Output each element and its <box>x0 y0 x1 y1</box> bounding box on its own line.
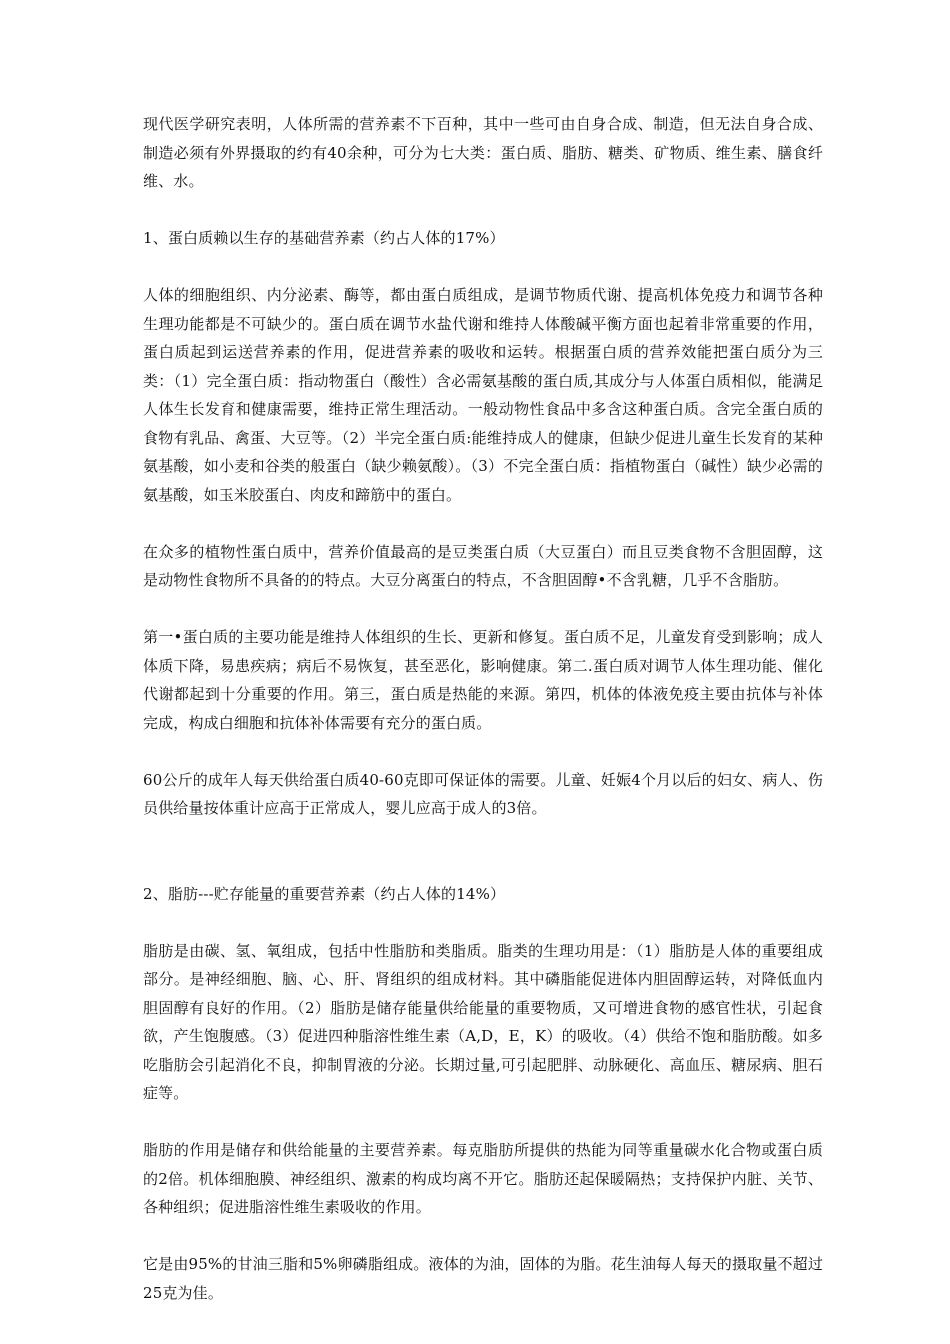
intro-paragraph: 现代医学研究表明，人体所需的营养素不下百种，其中一些可由自身合成、制造，但无法自身合成、制造必须有外界摄取的约有40余种，可分为七大类：蛋白质、脂肪、糖类、矿物质、维生素、膳食纤维、水。 <box>143 115 823 190</box>
protein-paragraph-1: 人体的细胞组织、内分泌素、酶等，都由蛋白质组成，是调节物质代谢、提高机体免疫力和调节各种生理功能都是不可缺少的。蛋白质在调节水盐代谢和维持人体酸碱平衡方面也起着非常重要的作用，蛋白质起到运送营养素的作用，促进营养素的吸收和运转。根据蛋白质的营养效能把蛋白质分为三类：（1）完全蛋白质：指动物蛋白（酸性）含必需氨基酸的蛋白质,其成分与人体蛋白质相似，能满足人体生长发育和健康需要，维持正常生理活动。一般动物性食品中多含这种蛋白质。含完全蛋白质的食物有乳品、禽蛋、大豆等。（2）半完全蛋白质:能维持成人的健康，但缺少促进儿童生长发育的某种氨基酸，如小麦和谷类的般蛋白（缺少赖氨酸）。（3）不完全蛋白质：指植物蛋白（碱性）缺少必需的氨基酸，如玉米胶蛋白、肉皮和蹄筋中的蛋白。 <box>143 286 823 504</box>
protein-paragraph-4: 60公斤的成年人每天供给蛋白质40-60克即可保证体的需要。儿童、妊娠4个月以后的妇女、病人、伤员供给量按体重计应高于正常成人，婴儿应高于成人的3倍。 <box>143 770 823 817</box>
protein-paragraph-3: 第一•蛋白质的主要功能是维持人体组织的生长、更新和修复。蛋白质不足，儿童发育受到影响；成人体质下降，易患疾病；病后不易恢复，甚至恶化，影响健康。第二.蛋白质对调节人体生理功能、催化代谢都起到十分重要的作用。第三，蛋白质是热能的来源。第四，机体的体液免疫主要由抗体与补体完成，构成白细胞和抗体补体需要有充分的蛋白质。 <box>143 628 823 732</box>
fat-paragraph-2: 脂肪的作用是储存和供给能量的主要营养素。每克脂肪所提供的热能为同等重量碳水化合物或蛋白质的2倍。机体细胞膜、神经组织、激素的构成均离不开它。脂肪还起保暖隔热；支持保护内脏、关节、各种组织；促进脂溶性维生素吸收的作用。 <box>143 1141 823 1216</box>
fat-paragraph-1: 脂肪是由碳、氢、氧组成，包括中性脂肪和类脂质。脂类的生理功用是：（1）脂肪是人体的重要组成部分。是神经细胞、脑、心、肝、肾组织的组成材料。其中磷脂能促进体内胆固醇运转，对降低血内胆固醇有良好的作用。（2）脂肪是储存能量供给能量的重要物质，又可增进食物的感官性状，引起食欲，产生饱腹感。（3）促进四种脂溶性维生素（A,D，E，K）的吸收。（4）供给不饱和脂肪酸。如多吃脂肪会引起消化不良，抑制胃液的分泌。长期过量,可引起肥胖、动脉硬化、高血压、糖尿病、胆石症等。 <box>143 941 823 1102</box>
fat-paragraph-3: 它是由95%的甘油三脂和5%卵磷脂组成。液体的为油，固体的为脂。花生油每人每天的摄取量不超过25克为佳。 <box>143 1255 823 1302</box>
section-heading-protein: 1、蛋白质赖以生存的基础营养素（约占人体的17%） <box>143 229 505 247</box>
section-heading-fat: 2、脂肪---贮存能量的重要营养素（约占人体的14%） <box>143 884 506 903</box>
document-body <box>143 110 823 1336</box>
protein-paragraph-2: 在众多的植物性蛋白质中，营养价值最高的是豆类蛋白质（大豆蛋白）而且豆类食物不含胆固醇，这是动物性食物所不具备的的特点。大豆分离蛋白的特点，不含胆固醇•不含乳糖，几乎不含脂肪。 <box>143 542 823 589</box>
